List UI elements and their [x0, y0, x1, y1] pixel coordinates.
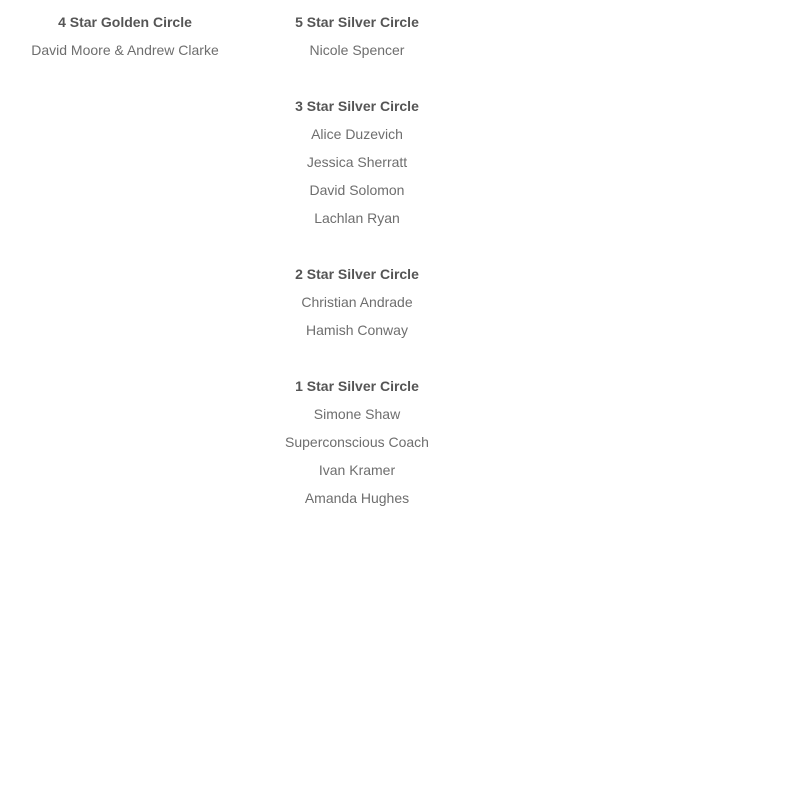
golden-circle-group	[10, 8, 240, 64]
member-name: Amanda Hughes	[304, 490, 410, 506]
member-name: Ivan Kramer	[318, 462, 396, 478]
member-name: David Moore & Andrew Clarke	[31, 42, 219, 58]
member-name: Alice Duzevich	[311, 126, 403, 142]
three-star-silver-group	[257, 92, 457, 232]
one-star-silver-group	[257, 372, 457, 512]
member-name: Jessica Sherratt	[306, 154, 408, 170]
group-heading: 2 Star Silver Circle	[295, 266, 419, 282]
five-star-silver-group	[257, 8, 457, 64]
group-heading: 1 Star Silver Circle	[295, 378, 419, 394]
member-name: Hamish Conway	[306, 322, 408, 338]
member-name: Nicole Spencer	[309, 42, 405, 58]
group-heading: 3 Star Silver Circle	[295, 98, 419, 114]
two-star-silver-group	[257, 260, 457, 344]
member-name: Lachlan Ryan	[314, 210, 400, 226]
member-name: David Solomon	[309, 182, 405, 198]
member-name: Superconscious Coach	[285, 434, 429, 450]
group-heading: 5 Star Silver Circle	[295, 14, 419, 30]
member-name: Christian Andrade	[301, 294, 413, 310]
member-name: Simone Shaw	[313, 406, 401, 422]
silver-circle-column	[257, 8, 457, 540]
group-heading: 4 Star Golden Circle	[58, 14, 192, 30]
golden-circle-column	[10, 8, 240, 92]
